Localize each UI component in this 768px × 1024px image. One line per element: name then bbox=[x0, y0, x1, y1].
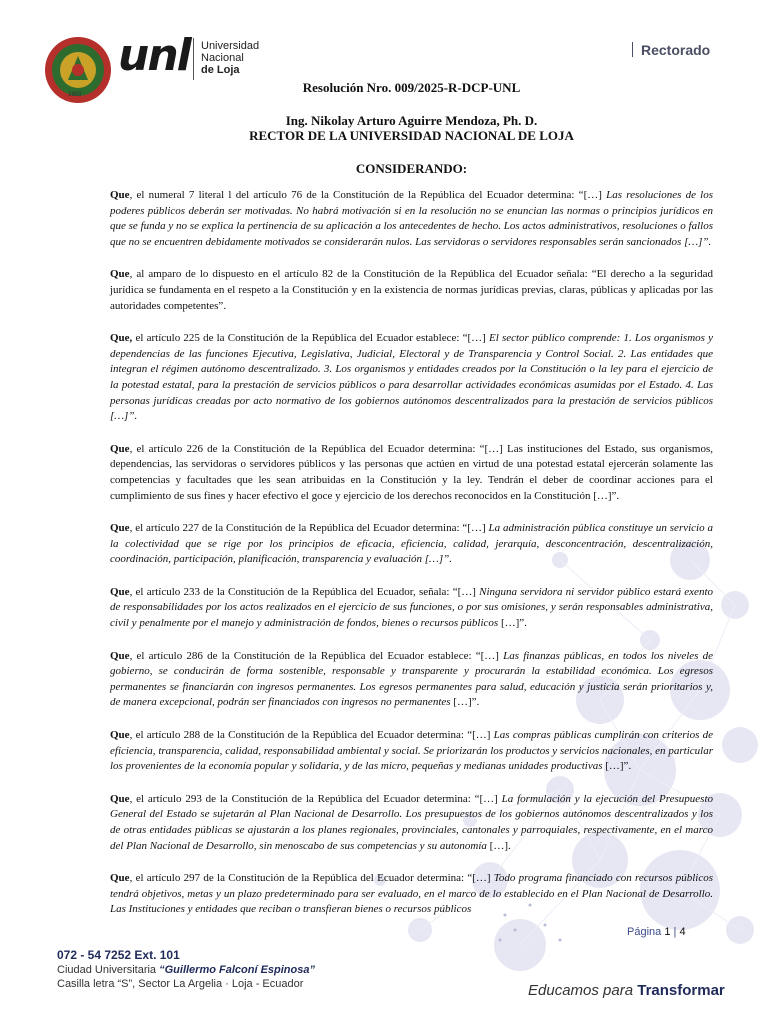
considerando-paragraph: Que, el artículo 226 de la Constitución de la República del Ecuador determina: “[…] Las instituciones del Estado, sus organismos, dependencias, las servidoras o servidores públicos y las personas que actúen en virtud de una potestad estatal ejercerán solamente las competencias y facultades que les sean atribuidas en la Constitución y la ley. Tendrán el deber de coordinar acciones para el cumplimiento de sus fines y hacer efectivo el goce y ejercicio de los derechos reconocidos en la Constitución […]”. bbox=[110, 442, 713, 502]
footer-address: Casilla letra “S”, Sector La Argelia · Loja - Ecuador bbox=[57, 978, 304, 990]
section-heading: CONSIDERANDO: bbox=[355, 161, 468, 176]
logo-divider bbox=[193, 38, 194, 80]
considerando-paragraph: Que, el artículo 297 de la Constitución de la República del Ecuador determina: “[…] Todo programa financiado con recursos públicos tendrá objetivos, metas y un plazo predeterminado para ser evaluado, en el marco de lo establecido en el Plan Nacional de Desarrollo. Las Instituciones y entidades que reciban o transfieran bienes o recursos públicos bbox=[110, 872, 713, 916]
considerando-paragraph: Que, al amparo de lo dispuesto en el artículo 82 de la Constitución de la República del Ecuador señala: “El derecho a la seguridad jurídica se fundamenta en el respeto a la Constitución y en la existencia de normas jurídicas previas, claras, públicas y aplicadas por las autoridades competentes”. bbox=[110, 268, 713, 312]
department-label: Rectorado bbox=[632, 42, 710, 58]
footer-phone: 072 - 54 7252 Ext. 101 bbox=[57, 948, 180, 962]
considerando-paragraphs bbox=[110, 188, 713, 935]
seal-year: 1859 bbox=[68, 92, 82, 98]
considerando-paragraph: Que, el artículo 225 de la Constitución de la República del Ecuador establece: “[…] El sector público comprende: 1. Los organismos y dependencias de las funciones Ejecutiva, Legislativa, Judicial, Electoral y de Transparencia y Control Social. 2. Las entidades que integran el régimen autónomo descentralizado. 3. Los organismos y entidades creados por la Constitución o la ley para el ejercicio de la potestad estatal, para la prestación de servicios públicos o para desarrollar actividades económicas asumidas por el Estado. 4. Las personas jurídicas creadas por acto normativo de los gobiernos autónomos descentralizados para la prestación de servicios públicos […]”. bbox=[110, 332, 714, 423]
department-divider bbox=[632, 42, 633, 57]
footer-contact bbox=[57, 948, 315, 991]
considerando-paragraph: Que, el artículo 286 de la Constitución de la República del Ecuador establece: “[…] Las finanzas públicas, en todos los niveles de gobierno, se conducirán de forma sostenible, responsable y transparente y procurarán la estabilidad económica. Los egresos permanentes se financiarán con ingresos permanentes. Los egresos permanentes para salud, educación y justicia serán prioritarios y, de manera excepcional, podrán ser financiados con ingresos no permanentes […]”. bbox=[110, 649, 714, 709]
considerando-paragraph: Que, el artículo 293 de la Constitución de la República del Ecuador determina: “[…] La formulación y la ejecución del Presupuesto General del Estado se sujetarán al Plan Nacional de Desarrollo. Los presupuestos de los gobiernos autónomos descentralizados y los de otras entidades públicas se ajustarán a los planes regionales, provinciales, cantonales y parroquiales, respectivamente, en el marco del Plan Nacional de Desarrollo, sin menoscabo de sus competencias y su autonomía […]. bbox=[110, 792, 713, 852]
university-name: Universidad Nacional de Loja bbox=[201, 40, 260, 76]
author-name: Ing. Nikolay Arturo Aguirre Mendoza, Ph. D. bbox=[285, 113, 538, 128]
considerando-paragraph: Que, el artículo 233 de la Constitución de la República del Ecuador, señala: “[…] Ninguna servidora ni servidor público estará exento de responsabilidades por los actos realizados en el ejercicio de sus funciones, o por sus omisiones, y serán responsables administrativa, civil y penalmente por el manejo y administración de fondos, bienes o recursos públicos […]”. bbox=[110, 585, 713, 630]
footer-slogan: Educamos para Transformar bbox=[528, 982, 725, 999]
unl-logo-mark: unl bbox=[118, 30, 190, 81]
author-role: RECTOR DE LA UNIVERSIDAD NACIONAL DE LOJA bbox=[249, 128, 574, 143]
page-number: Página 1 | 4 bbox=[627, 926, 686, 938]
footer-campus: Ciudad Universitaria “Guillermo Falconí Espinosa” bbox=[57, 964, 315, 976]
author-block bbox=[110, 113, 713, 143]
considerando-paragraph: Que, el artículo 227 de la Constitución de la República del Ecuador determina: “[…] La administración pública constituye un servicio a la colectividad que se rige por los principios de eficacia, eficiencia, calidad, jerarquía, desconcentración, descentralización, coordinación, participación, planificación, transparencia y evaluación […]”. bbox=[110, 522, 713, 566]
resolution-title: Resolución Nro. 009/2025-R-DCP-UNL bbox=[302, 80, 521, 95]
considerando-paragraph: Que, el artículo 288 de la Constitución de la República del Ecuador determina: “[…] Las compras públicas cumplirán con criterios de eficiencia, transparencia, calidad, responsabilidad ambiental y social. Se priorizarán los productos y servicios nacionales, en particular los provenientes de la economía popular y solidaria, y de las micro, pequeñas y medianas unidades productivas […]”. bbox=[110, 729, 714, 773]
considerando-paragraph: Que, el numeral 7 literal l del artículo 76 de la Constitución de la República del Ecuador determina: “[…] Las resoluciones de los poderes públicos deberán ser motivadas. No habrá motivación si en la resolución no se enuncian las normas o principios jurídicos en que se funda y no se explica la pertinencia de su aplicación a los antecedentes de hecho. Los actos administrativos, resoluciones o fallos que no se encuentren debidamente motivados se considerarán nulos. Las servidoras o servidores responsables serán sancionados […]”. bbox=[110, 189, 713, 248]
